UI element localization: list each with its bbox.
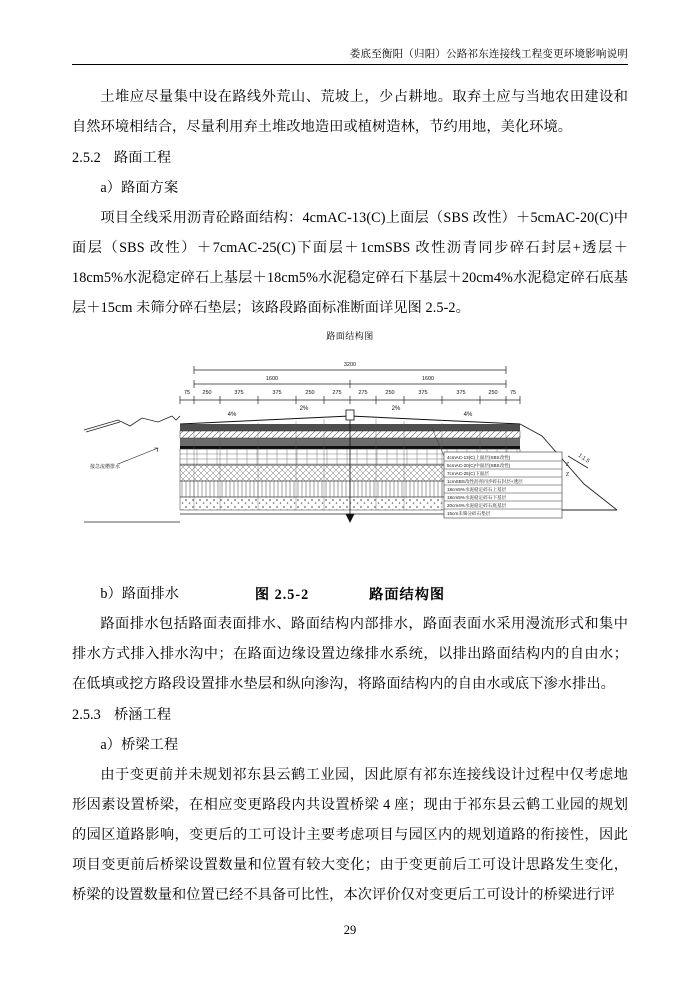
svg-text:Z: Z — [566, 472, 570, 478]
heading-2-5-2-text: 路面工程 — [114, 150, 172, 166]
svg-text:75: 75 — [509, 390, 517, 396]
svg-text:3200: 3200 — [343, 362, 357, 368]
svg-text:375: 375 — [456, 390, 466, 396]
figure-legend — [444, 452, 562, 518]
figure-caption — [72, 584, 628, 604]
svg-text:250: 250 — [488, 390, 498, 396]
figure-left-note: 接急流槽排水 — [90, 464, 121, 470]
svg-text:5cmAC-20(C)中面层(SBS改性): 5cmAC-20(C)中面层(SBS改性) — [447, 463, 511, 468]
subitem-bridge-engineering: a）桥梁工程 — [100, 737, 179, 753]
paragraph-bridges: 由于变更前并未规划祁东县云鹤工业园，因此原有祁东连接线设计过程中仅考虑地形因素设置桥梁，在相应变更路段内共设置桥梁 4 座；现由于祁东县云鹤工业园的规划的园区道路影响，变更后的工可设计主要考虑项目与园区内的规划道路的衔接性，因此项目变更前后桥梁设置数量和位置有较大变化；由于变更前后工可设计思路发生变化，桥梁的设置数量和位置已经不具备可比性，本次评价仅对变更后工可设计的桥梁进行评 — [72, 767, 628, 903]
paragraph-pavement-structure: 项目全线采用沥青砼路面结构：4cmAC-13(C)上面层（SBS 改性）＋5cmAC-20(C)中面层（SBS 改性）＋7cmAC-25(C)下面层＋1cmSBS 改性沥青同步碎石封层+透层＋18cm5%水泥稳定碎石上基层＋18cm5%水泥稳定碎石下基层＋20cm4%水泥稳定碎石底基层＋15cm 未筛分碎石垫层；该路段路面标准断面详见图 2.5-2。 — [72, 210, 628, 316]
subitem-pavement-drainage: b）路面排水 — [100, 586, 180, 602]
figure-inner-title: 路面结构图 — [326, 331, 374, 341]
svg-text:2%: 2% — [299, 406, 309, 412]
svg-text:15cm未筛分碎石垫层: 15cm未筛分碎石垫层 — [447, 511, 491, 516]
svg-text:275: 275 — [332, 390, 342, 396]
svg-text:1cmSBS改性沥青同步碎石封层+透层: 1cmSBS改性沥青同步碎石封层+透层 — [447, 479, 523, 484]
svg-text:1600: 1600 — [421, 376, 435, 382]
svg-text:2%: 2% — [391, 406, 401, 412]
heading-2-5-3-number: 2.5.3 — [72, 707, 101, 723]
svg-text:4%: 4% — [227, 412, 237, 418]
running-header: 娄底至衡阳（归阳）公路祁东连接线工程变更环境影响说明 — [349, 49, 628, 60]
svg-text:375: 375 — [234, 390, 244, 396]
svg-text:375: 375 — [272, 390, 282, 396]
heading-2-5-2-number: 2.5.2 — [72, 150, 101, 166]
svg-text:275: 275 — [358, 390, 368, 396]
svg-text:375: 375 — [418, 390, 428, 396]
paragraph-soil-heap: 土堆应尽量集中设在路线外荒山、荒坡上，少占耕地。取弃土应与当地农田建设和自然环境相结合，尽量利用弃土堆改地造田或植树造林，节约用地，美化环境。 — [72, 89, 628, 135]
heading-2-5-2 — [72, 143, 628, 173]
pavement-cross-section-svg — [72, 344, 628, 576]
svg-text:1600: 1600 — [265, 376, 279, 382]
svg-text:Z: Z — [566, 462, 570, 468]
figure-drawing — [72, 344, 628, 576]
svg-text:250: 250 — [385, 390, 395, 396]
svg-text:250: 250 — [202, 390, 212, 396]
svg-text:4%: 4% — [463, 412, 473, 418]
svg-text:7cmAC-25(C)下面层: 7cmAC-25(C)下面层 — [447, 471, 489, 476]
svg-text:75: 75 — [183, 390, 191, 396]
svg-text:1:1.5: 1:1.5 — [576, 452, 591, 465]
page-number: 29 — [343, 923, 357, 937]
figure-caption-number: 图 2.5-2 — [254, 587, 310, 603]
header-divider — [72, 64, 628, 65]
figure-caption-text: 路面结构图 — [369, 587, 446, 603]
svg-text:18cm5%水泥稳定碎石上基层: 18cm5%水泥稳定碎石上基层 — [447, 487, 507, 492]
svg-text:18cm5%水泥稳定碎石下基层: 18cm5%水泥稳定碎石下基层 — [447, 495, 507, 500]
svg-text:20cm4%水泥稳定碎石底基层: 20cm4%水泥稳定碎石底基层 — [447, 503, 507, 508]
svg-text:250: 250 — [305, 390, 315, 396]
svg-text:4cmAC-13(C)上面层(SBS改性): 4cmAC-13(C)上面层(SBS改性) — [447, 455, 511, 460]
heading-2-5-3 — [72, 700, 628, 730]
paragraph-drainage: 路面排水包括路面表面排水、路面结构内部排水，路面表面水采用漫流形式和集中排水方式排入排水沟中；在路面边缘设置边缘排水系统，以排出路面结构内的自由水；在低填或挖方路段设置排水垫层和纵向渗沟，将路面结构内的自由水或底下渗水排出。 — [72, 616, 628, 692]
heading-2-5-3-text: 桥涵工程 — [114, 707, 172, 723]
subitem-pavement-scheme: a）路面方案 — [100, 180, 179, 196]
page-content — [72, 82, 628, 911]
